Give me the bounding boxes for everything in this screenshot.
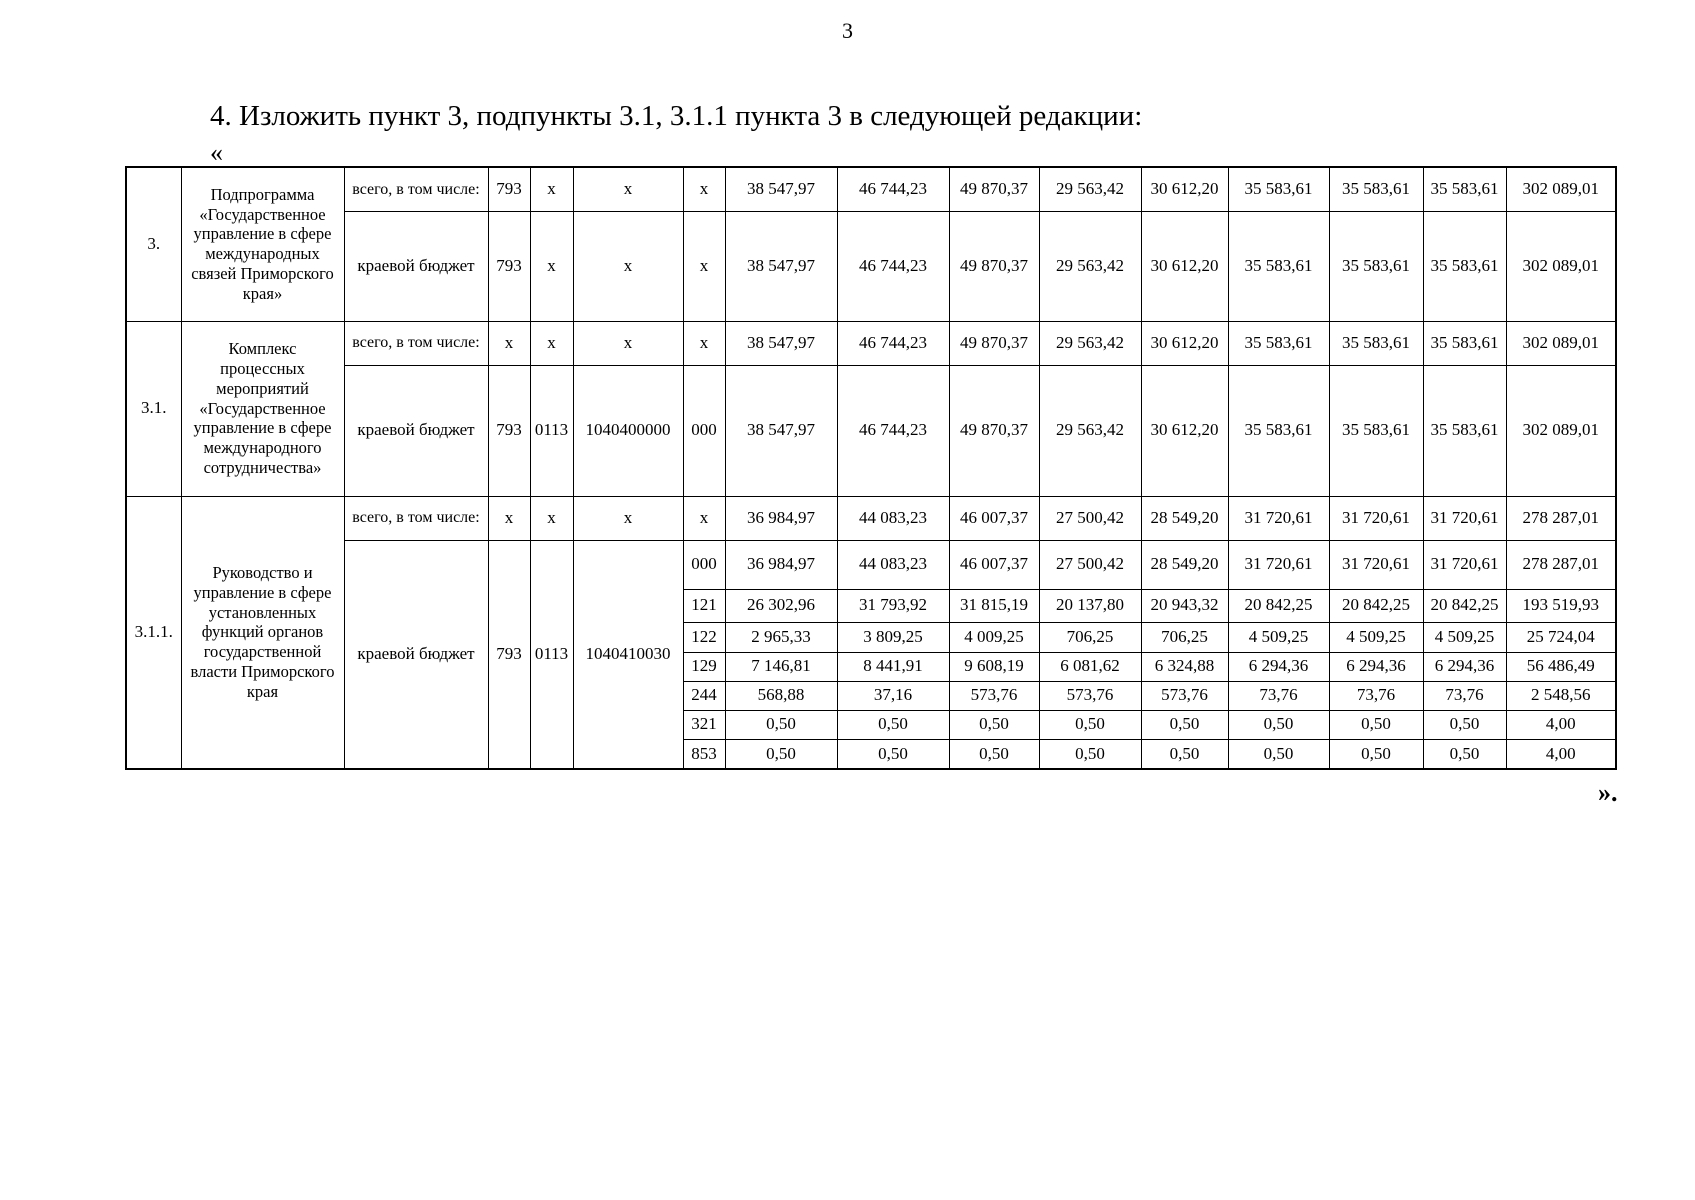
value-cell: 6 081,62 <box>1039 652 1141 681</box>
budget-table <box>125 166 1617 770</box>
value-cell: 2 965,33 <box>725 622 837 652</box>
source-label: краевой бюджет <box>344 211 488 321</box>
value-cell: 38 547,97 <box>725 365 837 496</box>
value-cell: 4 009,25 <box>949 622 1039 652</box>
value-cell: 31 720,61 <box>1423 540 1506 589</box>
value-cell: 26 302,96 <box>725 589 837 622</box>
value-cell: 30 612,20 <box>1141 365 1228 496</box>
value-cell: 302 089,01 <box>1506 321 1616 365</box>
value-cell: 27 500,42 <box>1039 540 1141 589</box>
value-cell: 35 583,61 <box>1329 321 1423 365</box>
value-cell: 73,76 <box>1423 681 1506 710</box>
table-row <box>126 211 1616 321</box>
value-cell: 3 809,25 <box>837 622 949 652</box>
source-label: всего, в том числе: <box>344 321 488 365</box>
value-cell: 0,50 <box>1423 739 1506 769</box>
source-label: всего, в том числе: <box>344 496 488 540</box>
value-cell: 0,50 <box>725 710 837 739</box>
code-cell: 793 <box>488 167 530 211</box>
value-cell: 49 870,37 <box>949 167 1039 211</box>
table-row <box>126 496 1616 540</box>
code-cell: x <box>683 211 725 321</box>
value-cell: 44 083,23 <box>837 496 949 540</box>
value-cell: 0,50 <box>1039 710 1141 739</box>
value-cell: 30 612,20 <box>1141 211 1228 321</box>
value-cell: 31 720,61 <box>1228 496 1329 540</box>
value-cell: 6 294,36 <box>1423 652 1506 681</box>
code-cell: x <box>683 496 725 540</box>
value-cell: 20 842,25 <box>1423 589 1506 622</box>
value-cell: 0,50 <box>1423 710 1506 739</box>
value-cell: 29 563,42 <box>1039 211 1141 321</box>
table-row <box>126 321 1616 365</box>
code-cell: 793 <box>488 540 530 769</box>
value-cell: 4 509,25 <box>1228 622 1329 652</box>
code-cell: x <box>488 321 530 365</box>
value-cell: 35 583,61 <box>1423 321 1506 365</box>
item-name: Комплекс процессных мероприятий «Государственное управление в сфере международного сотрудничества» <box>181 321 344 496</box>
page-number: 3 <box>842 18 853 43</box>
value-cell: 0,50 <box>949 710 1039 739</box>
value-cell: 31 720,61 <box>1329 540 1423 589</box>
value-cell: 31 720,61 <box>1228 540 1329 589</box>
value-cell: 20 842,25 <box>1228 589 1329 622</box>
value-cell: 0,50 <box>1141 710 1228 739</box>
value-cell: 35 583,61 <box>1423 211 1506 321</box>
value-cell: 20 842,25 <box>1329 589 1423 622</box>
value-cell: 573,76 <box>1141 681 1228 710</box>
value-cell: 6 294,36 <box>1329 652 1423 681</box>
value-cell: 20 137,80 <box>1039 589 1141 622</box>
value-cell: 46 007,37 <box>949 540 1039 589</box>
code-cell: x <box>573 167 683 211</box>
code-cell: x <box>683 167 725 211</box>
value-cell: 46 744,23 <box>837 167 949 211</box>
value-cell: 193 519,93 <box>1506 589 1616 622</box>
vr-code: 129 <box>683 652 725 681</box>
source-label: краевой бюджет <box>344 540 488 769</box>
value-cell: 31 815,19 <box>949 589 1039 622</box>
value-cell: 35 583,61 <box>1228 167 1329 211</box>
vr-code: 244 <box>683 681 725 710</box>
value-cell: 29 563,42 <box>1039 167 1141 211</box>
value-cell: 0,50 <box>1228 710 1329 739</box>
value-cell: 29 563,42 <box>1039 321 1141 365</box>
item-name: Подпрограмма «Государственное управление в сфере международных связей Приморского края» <box>181 167 344 321</box>
value-cell: 29 563,42 <box>1039 365 1141 496</box>
item-number: 3. <box>126 167 181 321</box>
value-cell: 35 583,61 <box>1228 365 1329 496</box>
value-cell: 278 287,01 <box>1506 540 1616 589</box>
opening-quote: « <box>210 138 223 167</box>
value-cell: 25 724,04 <box>1506 622 1616 652</box>
value-cell: 302 089,01 <box>1506 365 1616 496</box>
code-cell: 000 <box>683 365 725 496</box>
code-cell: x <box>530 496 573 540</box>
value-cell: 37,16 <box>837 681 949 710</box>
value-cell: 573,76 <box>1039 681 1141 710</box>
code-cell: x <box>530 167 573 211</box>
value-cell: 4,00 <box>1506 739 1616 769</box>
value-cell: 46 744,23 <box>837 211 949 321</box>
value-cell: 44 083,23 <box>837 540 949 589</box>
value-cell: 20 943,32 <box>1141 589 1228 622</box>
value-cell: 35 583,61 <box>1423 167 1506 211</box>
source-label: краевой бюджет <box>344 365 488 496</box>
table-row <box>126 365 1616 496</box>
value-cell: 28 549,20 <box>1141 540 1228 589</box>
source-label: всего, в том числе: <box>344 167 488 211</box>
value-cell: 36 984,97 <box>725 540 837 589</box>
vr-code: 122 <box>683 622 725 652</box>
value-cell: 4 509,25 <box>1423 622 1506 652</box>
value-cell: 302 089,01 <box>1506 211 1616 321</box>
value-cell: 35 583,61 <box>1329 365 1423 496</box>
value-cell: 46 744,23 <box>837 365 949 496</box>
value-cell: 49 870,37 <box>949 365 1039 496</box>
code-cell: 1040410030 <box>573 540 683 769</box>
table-row <box>126 540 1616 589</box>
vr-code: 000 <box>683 540 725 589</box>
code-cell: x <box>573 496 683 540</box>
value-cell: 73,76 <box>1228 681 1329 710</box>
value-cell: 38 547,97 <box>725 321 837 365</box>
value-cell: 38 547,97 <box>725 167 837 211</box>
value-cell: 35 583,61 <box>1228 211 1329 321</box>
value-cell: 278 287,01 <box>1506 496 1616 540</box>
value-cell: 31 720,61 <box>1329 496 1423 540</box>
value-cell: 35 583,61 <box>1329 211 1423 321</box>
code-cell: 0113 <box>530 365 573 496</box>
value-cell: 0,50 <box>837 710 949 739</box>
code-cell: x <box>683 321 725 365</box>
code-cell: x <box>573 321 683 365</box>
closing-quote: ». <box>1598 778 1618 807</box>
code-cell: x <box>530 211 573 321</box>
code-cell: 0113 <box>530 540 573 769</box>
value-cell: 31 793,92 <box>837 589 949 622</box>
value-cell: 0,50 <box>1141 739 1228 769</box>
value-cell: 36 984,97 <box>725 496 837 540</box>
value-cell: 706,25 <box>1141 622 1228 652</box>
value-cell: 0,50 <box>725 739 837 769</box>
value-cell: 0,50 <box>949 739 1039 769</box>
vr-code: 853 <box>683 739 725 769</box>
document-heading: 4. Изложить пункт 3, подпункты 3.1, 3.1.1 пункта 3 в следующей редакции: <box>210 100 1143 132</box>
code-cell: 793 <box>488 211 530 321</box>
value-cell: 573,76 <box>949 681 1039 710</box>
value-cell: 0,50 <box>1329 739 1423 769</box>
vr-code: 321 <box>683 710 725 739</box>
code-cell: 793 <box>488 365 530 496</box>
value-cell: 38 547,97 <box>725 211 837 321</box>
value-cell: 6 294,36 <box>1228 652 1329 681</box>
value-cell: 2 548,56 <box>1506 681 1616 710</box>
code-cell: x <box>488 496 530 540</box>
value-cell: 0,50 <box>1228 739 1329 769</box>
item-name: Руководство и управление в сфере установленных функций органов государственной власти Приморского края <box>181 496 344 769</box>
vr-code: 121 <box>683 589 725 622</box>
value-cell: 0,50 <box>1329 710 1423 739</box>
value-cell: 706,25 <box>1039 622 1141 652</box>
value-cell: 30 612,20 <box>1141 167 1228 211</box>
value-cell: 4 509,25 <box>1329 622 1423 652</box>
value-cell: 46 007,37 <box>949 496 1039 540</box>
value-cell: 7 146,81 <box>725 652 837 681</box>
value-cell: 49 870,37 <box>949 211 1039 321</box>
code-cell: x <box>573 211 683 321</box>
value-cell: 35 583,61 <box>1423 365 1506 496</box>
table-row <box>126 167 1616 211</box>
code-cell: 1040400000 <box>573 365 683 496</box>
item-number: 3.1. <box>126 321 181 496</box>
value-cell: 568,88 <box>725 681 837 710</box>
value-cell: 35 583,61 <box>1329 167 1423 211</box>
item-number: 3.1.1. <box>126 496 181 769</box>
value-cell: 6 324,88 <box>1141 652 1228 681</box>
value-cell: 4,00 <box>1506 710 1616 739</box>
value-cell: 8 441,91 <box>837 652 949 681</box>
value-cell: 9 608,19 <box>949 652 1039 681</box>
value-cell: 49 870,37 <box>949 321 1039 365</box>
value-cell: 46 744,23 <box>837 321 949 365</box>
value-cell: 0,50 <box>1039 739 1141 769</box>
value-cell: 28 549,20 <box>1141 496 1228 540</box>
value-cell: 27 500,42 <box>1039 496 1141 540</box>
value-cell: 30 612,20 <box>1141 321 1228 365</box>
value-cell: 56 486,49 <box>1506 652 1616 681</box>
code-cell: x <box>530 321 573 365</box>
value-cell: 35 583,61 <box>1228 321 1329 365</box>
value-cell: 302 089,01 <box>1506 167 1616 211</box>
value-cell: 73,76 <box>1329 681 1423 710</box>
value-cell: 0,50 <box>837 739 949 769</box>
value-cell: 31 720,61 <box>1423 496 1506 540</box>
